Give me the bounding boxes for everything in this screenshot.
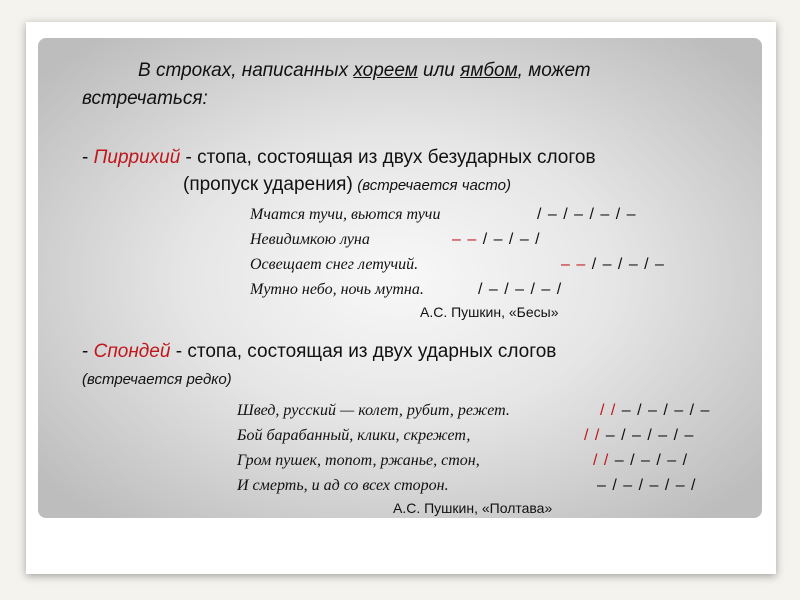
pyrrhic-attribution: А.С. Пушкин, «Бесы» <box>420 304 559 320</box>
meter-pattern: / – / – / – / <box>478 281 563 298</box>
intro-text: В строках, написанных <box>138 60 354 81</box>
poem-line-text: Невидимкою луна <box>250 231 370 248</box>
meter-pattern: / – / – / <box>477 231 541 248</box>
bullet-dash: - <box>82 147 94 168</box>
poem-line-meter <box>584 427 694 445</box>
meter-pattern: – / – / – / – / <box>597 477 697 494</box>
pyrrhic-term: Пиррихий <box>93 147 181 168</box>
intro-line-2: встречаться: <box>82 88 208 109</box>
poem-line-meter <box>478 281 562 299</box>
meter-pattern: – / – / – / <box>609 452 689 469</box>
spondee-heading <box>82 341 556 363</box>
meter-highlight: – – <box>561 256 587 273</box>
meter-highlight: / / <box>584 427 601 444</box>
poem-line-text: И смерть, и ад со всех сторон. <box>237 477 449 494</box>
intro-term-trochee: хореем <box>353 60 418 81</box>
spondee-term: Спондей <box>93 341 171 362</box>
pyrrhic-definition: - стопа, состоящая из двух безударных слогов <box>180 147 596 168</box>
poem-line-meter <box>600 402 710 420</box>
meter-pattern: / – / – / – / – <box>537 206 637 223</box>
intro-term-iamb: ямбом <box>460 60 518 81</box>
spondee-note: (встречается редко) <box>82 371 232 388</box>
meter-pattern: / – / – / – <box>586 256 665 273</box>
poem-line-meter <box>452 231 541 249</box>
poem-line-text: Мчатся тучи, вьются тучи <box>250 206 441 223</box>
meter-highlight: / / <box>600 402 617 419</box>
intro-line-1 <box>138 60 591 82</box>
pyrrhic-note: (встречается часто) <box>357 177 511 194</box>
meter-pattern: – / – / – / – <box>616 402 711 419</box>
poem-line-meter <box>537 206 637 224</box>
poem-line-text: Швед, русский — колет, рубит, режет. <box>237 402 510 419</box>
poem-line-text: Мутно небо, ночь мутна. <box>250 281 424 298</box>
spondee-definition: - стопа, состоящая из двух ударных слогов <box>170 341 557 362</box>
bullet-dash: - <box>82 341 94 362</box>
poem-line-text: Освещает снег летучий. <box>250 256 419 273</box>
spondee-attribution: А.С. Пушкин, «Полтава» <box>393 500 553 516</box>
meter-highlight: / / <box>593 452 610 469</box>
pyrrhic-definition-2: (пропуск ударения) <box>183 174 353 195</box>
poem-line-meter <box>597 477 697 495</box>
poem-line-text: Гром пушек, топот, ржанье, стон, <box>237 452 480 469</box>
content-panel <box>38 38 762 518</box>
pyrrhic-heading <box>82 147 596 169</box>
intro-text: , может <box>517 60 591 81</box>
poem-line-meter <box>561 256 665 274</box>
meter-pattern: – / – / – / – <box>600 427 695 444</box>
pyrrhic-heading-line-2 <box>183 174 511 196</box>
meter-highlight: – – <box>452 231 478 248</box>
intro-text: или <box>417 60 461 81</box>
poem-line-text: Бой барабанный, клики, скрежет, <box>237 427 471 444</box>
poem-line-meter <box>593 452 688 470</box>
